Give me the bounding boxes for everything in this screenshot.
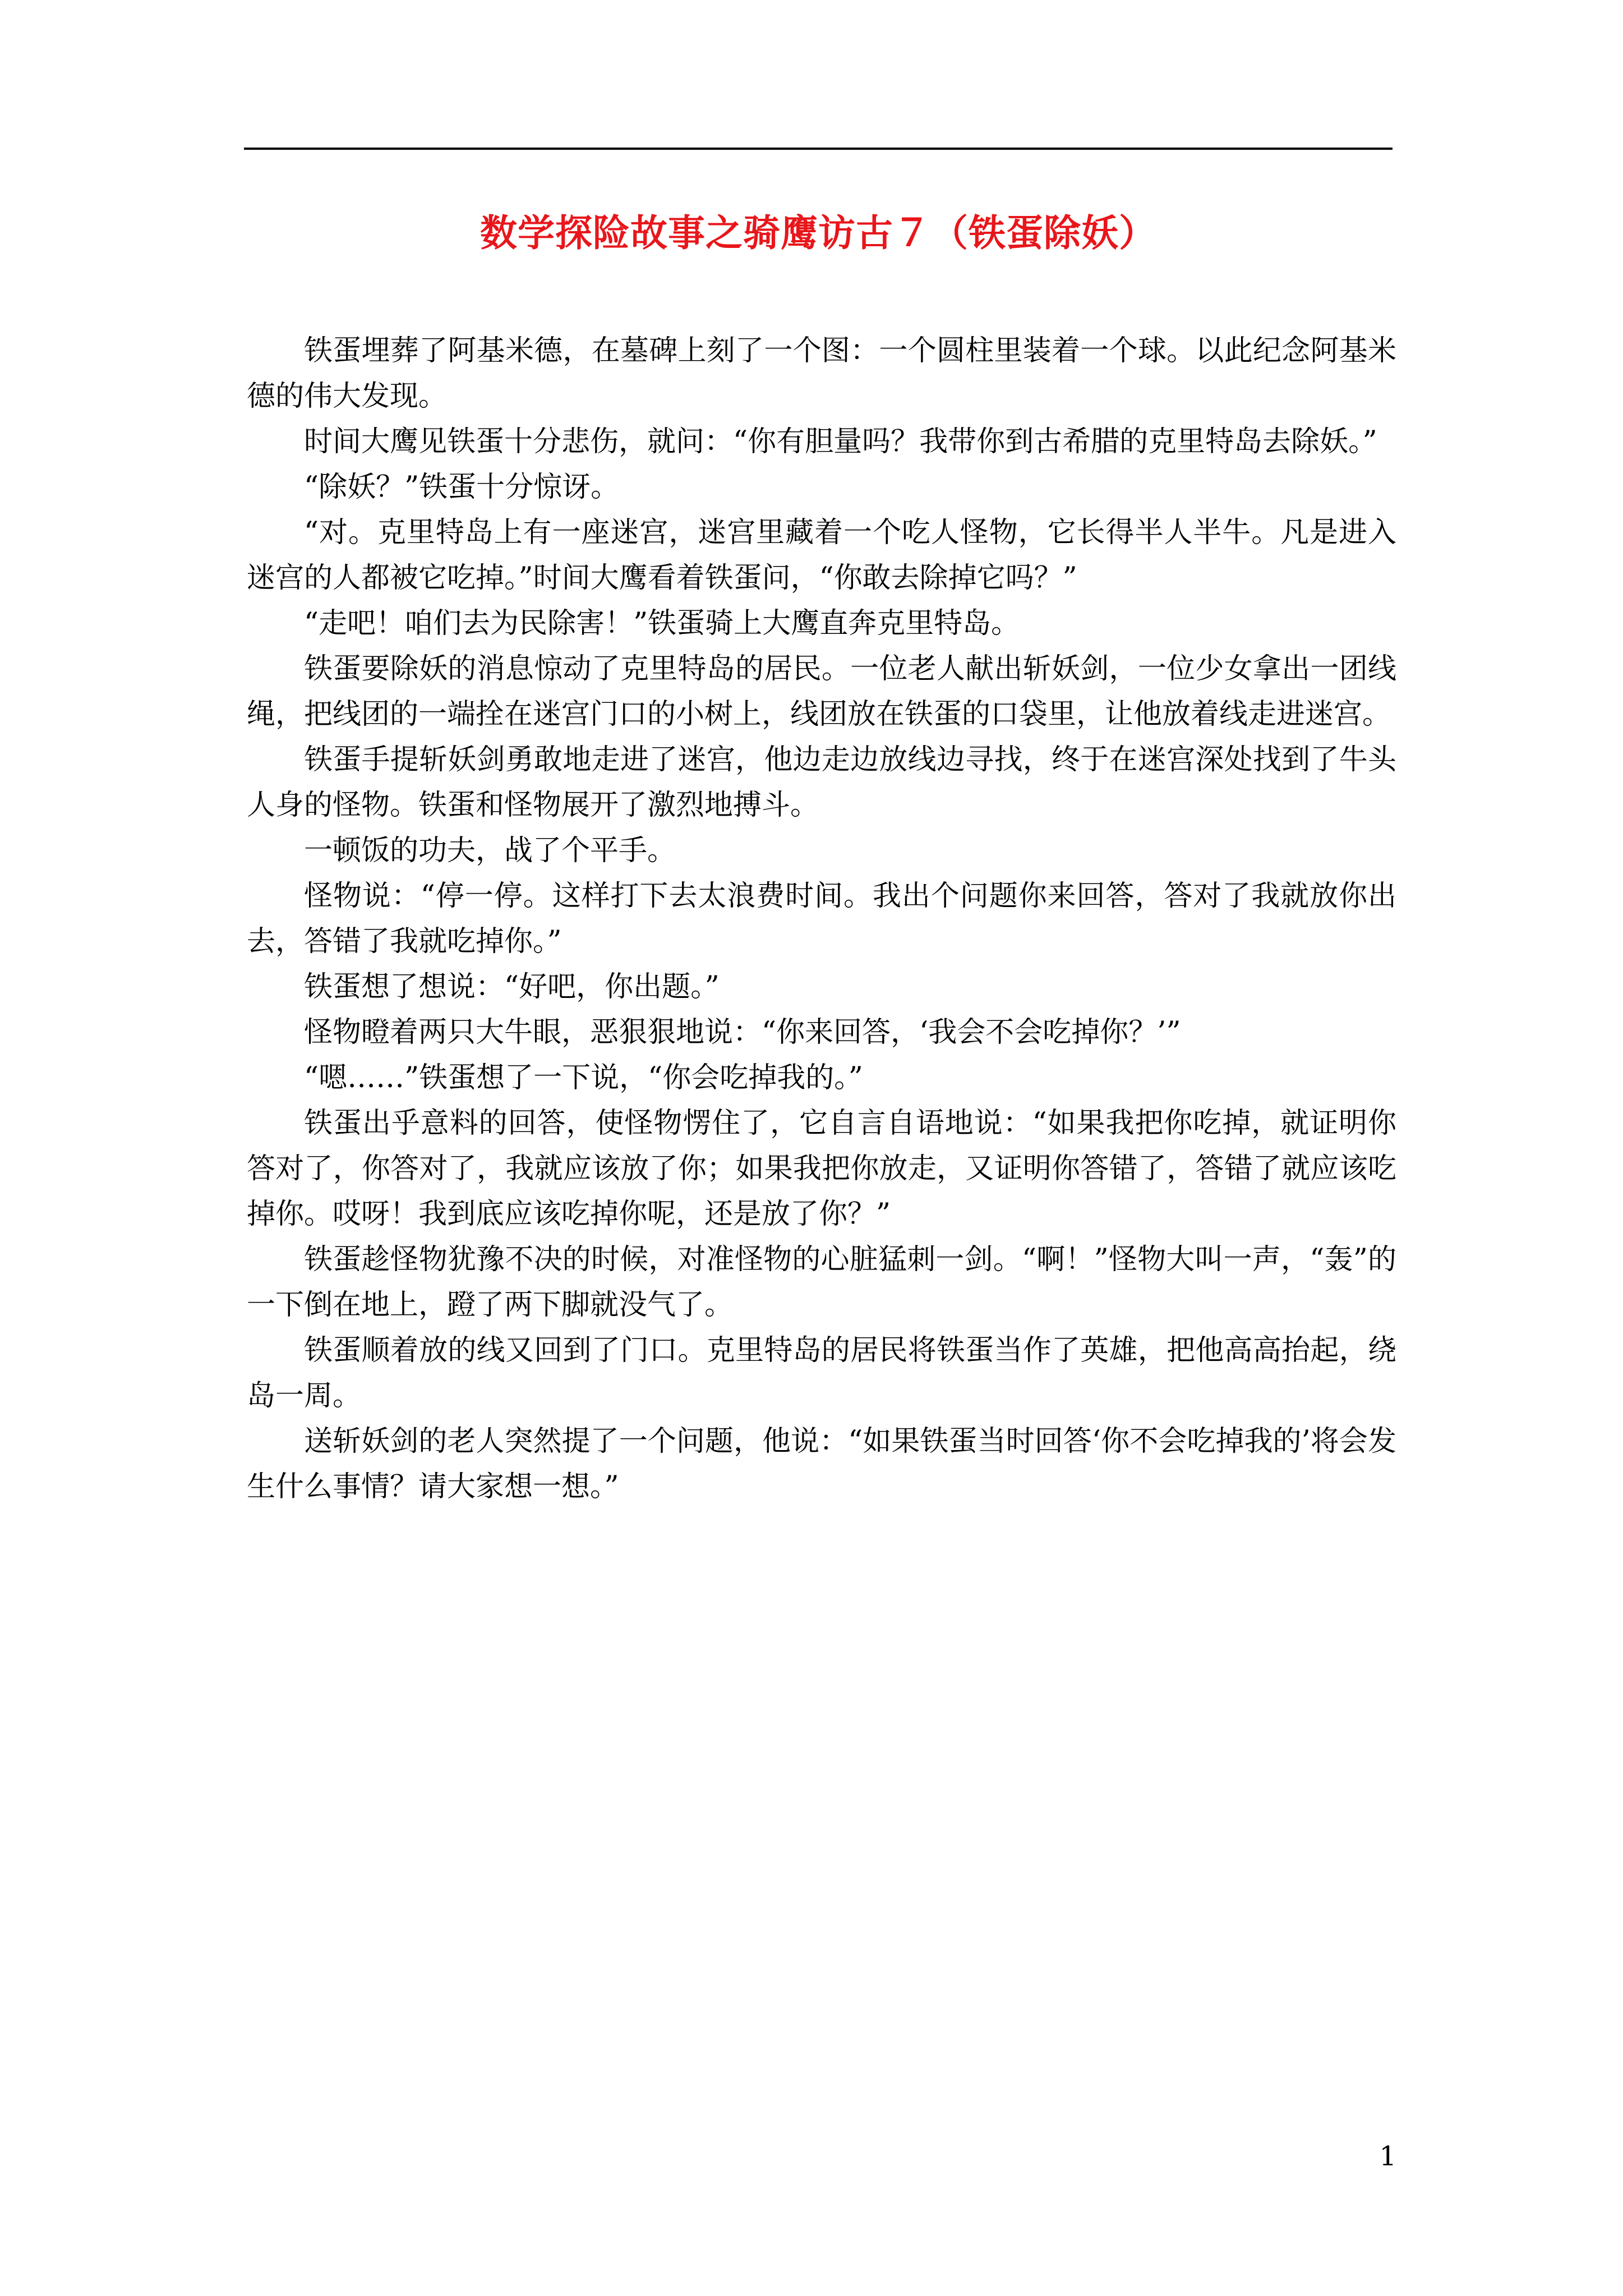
paragraph: 铁蛋埋葬了阿基米德，在墓碑上刻了一个图：一个圆柱里装着一个球。以此纪念阿基米德的伟大发现。 (247, 334, 1396, 413)
paragraph: 铁蛋要除妖的消息惊动了克里特岛的居民。一位老人献出斩妖剑，一位少女拿出一团线绳，把线团的一端拴在迷宫门口的小树上，线团放在铁蛋的口袋里，让他放着线走进迷宫。 (247, 652, 1396, 731)
paragraph: 铁蛋出乎意料的回答，使怪物愣住了，它自言自语地说：“如果我把你吃掉，就证明你答对了，你答对了，我就应该放了你；如果我把你放走，又证明你答错了，答错了就应该吃掉你。哎呀！我到底应该吃掉你呢，还是放了你？” (247, 1107, 1396, 1231)
paragraph: “除妖？”铁蛋十分惊讶。 (304, 471, 620, 504)
paragraph: 铁蛋趁怪物犹豫不决的时候，对准怪物的心脏猛刺一剑。“啊！”怪物大叫一声，“轰”的一下倒在地上，蹬了两下脚就没气了。 (247, 1243, 1396, 1322)
paragraph: 铁蛋想了想说：“好吧，你出题。” (304, 970, 720, 1004)
paragraph: 铁蛋手提斩妖剑勇敢地走进了迷宫，他边走边放线边寻找，终于在迷宫深处找到了牛头人身的怪物。铁蛋和怪物展开了激烈地搏斗。 (247, 743, 1396, 822)
document-body (247, 328, 1396, 1510)
paragraph: 怪物瞪着两只大牛眼，恶狠狠地说：“你来回答，‘我会不会吃掉你？’” (304, 1016, 1181, 1049)
page-number: 1 (1379, 2141, 1396, 2172)
paragraph: 时间大鹰见铁蛋十分悲伤，就问：“你有胆量吗？我带你到古希腊的克里特岛去除妖。” (304, 425, 1377, 458)
paragraph: 铁蛋顺着放的线又回到了门口。克里特岛的居民将铁蛋当作了英雄，把他高高抬起，绕岛一周。 (247, 1334, 1396, 1412)
paragraph: 一顿饭的功夫，战了个平手。 (304, 834, 676, 867)
paragraph: “对。克里特岛上有一座迷宫，迷宫里藏着一个吃人怪物，它长得半人半牛。凡是进入迷宫的人都被它吃掉。”时间大鹰看着铁蛋问，“你敢去除掉它吗？” (247, 516, 1396, 595)
paragraph: 怪物说：“停一停。这样打下去太浪费时间。我出个问题你来回答，答对了我就放你出去，答错了我就吃掉你。” (247, 880, 1396, 958)
document-title: 数学探险故事之骑鹰访古７（铁蛋除妖） (480, 211, 1156, 255)
paragraph: “嗯……”铁蛋想了一下说，“你会吃掉我的。” (304, 1061, 863, 1094)
paragraph: “走吧！咱们去为民除害！”铁蛋骑上大鹰直奔克里特岛。 (304, 607, 1020, 640)
paragraph: 送斩妖剑的老人突然提了一个问题，他说：“如果铁蛋当时回答‘你不会吃掉我的’将会发生什么事情？请大家想一想。” (247, 1425, 1396, 1503)
header-rule (244, 148, 1393, 150)
